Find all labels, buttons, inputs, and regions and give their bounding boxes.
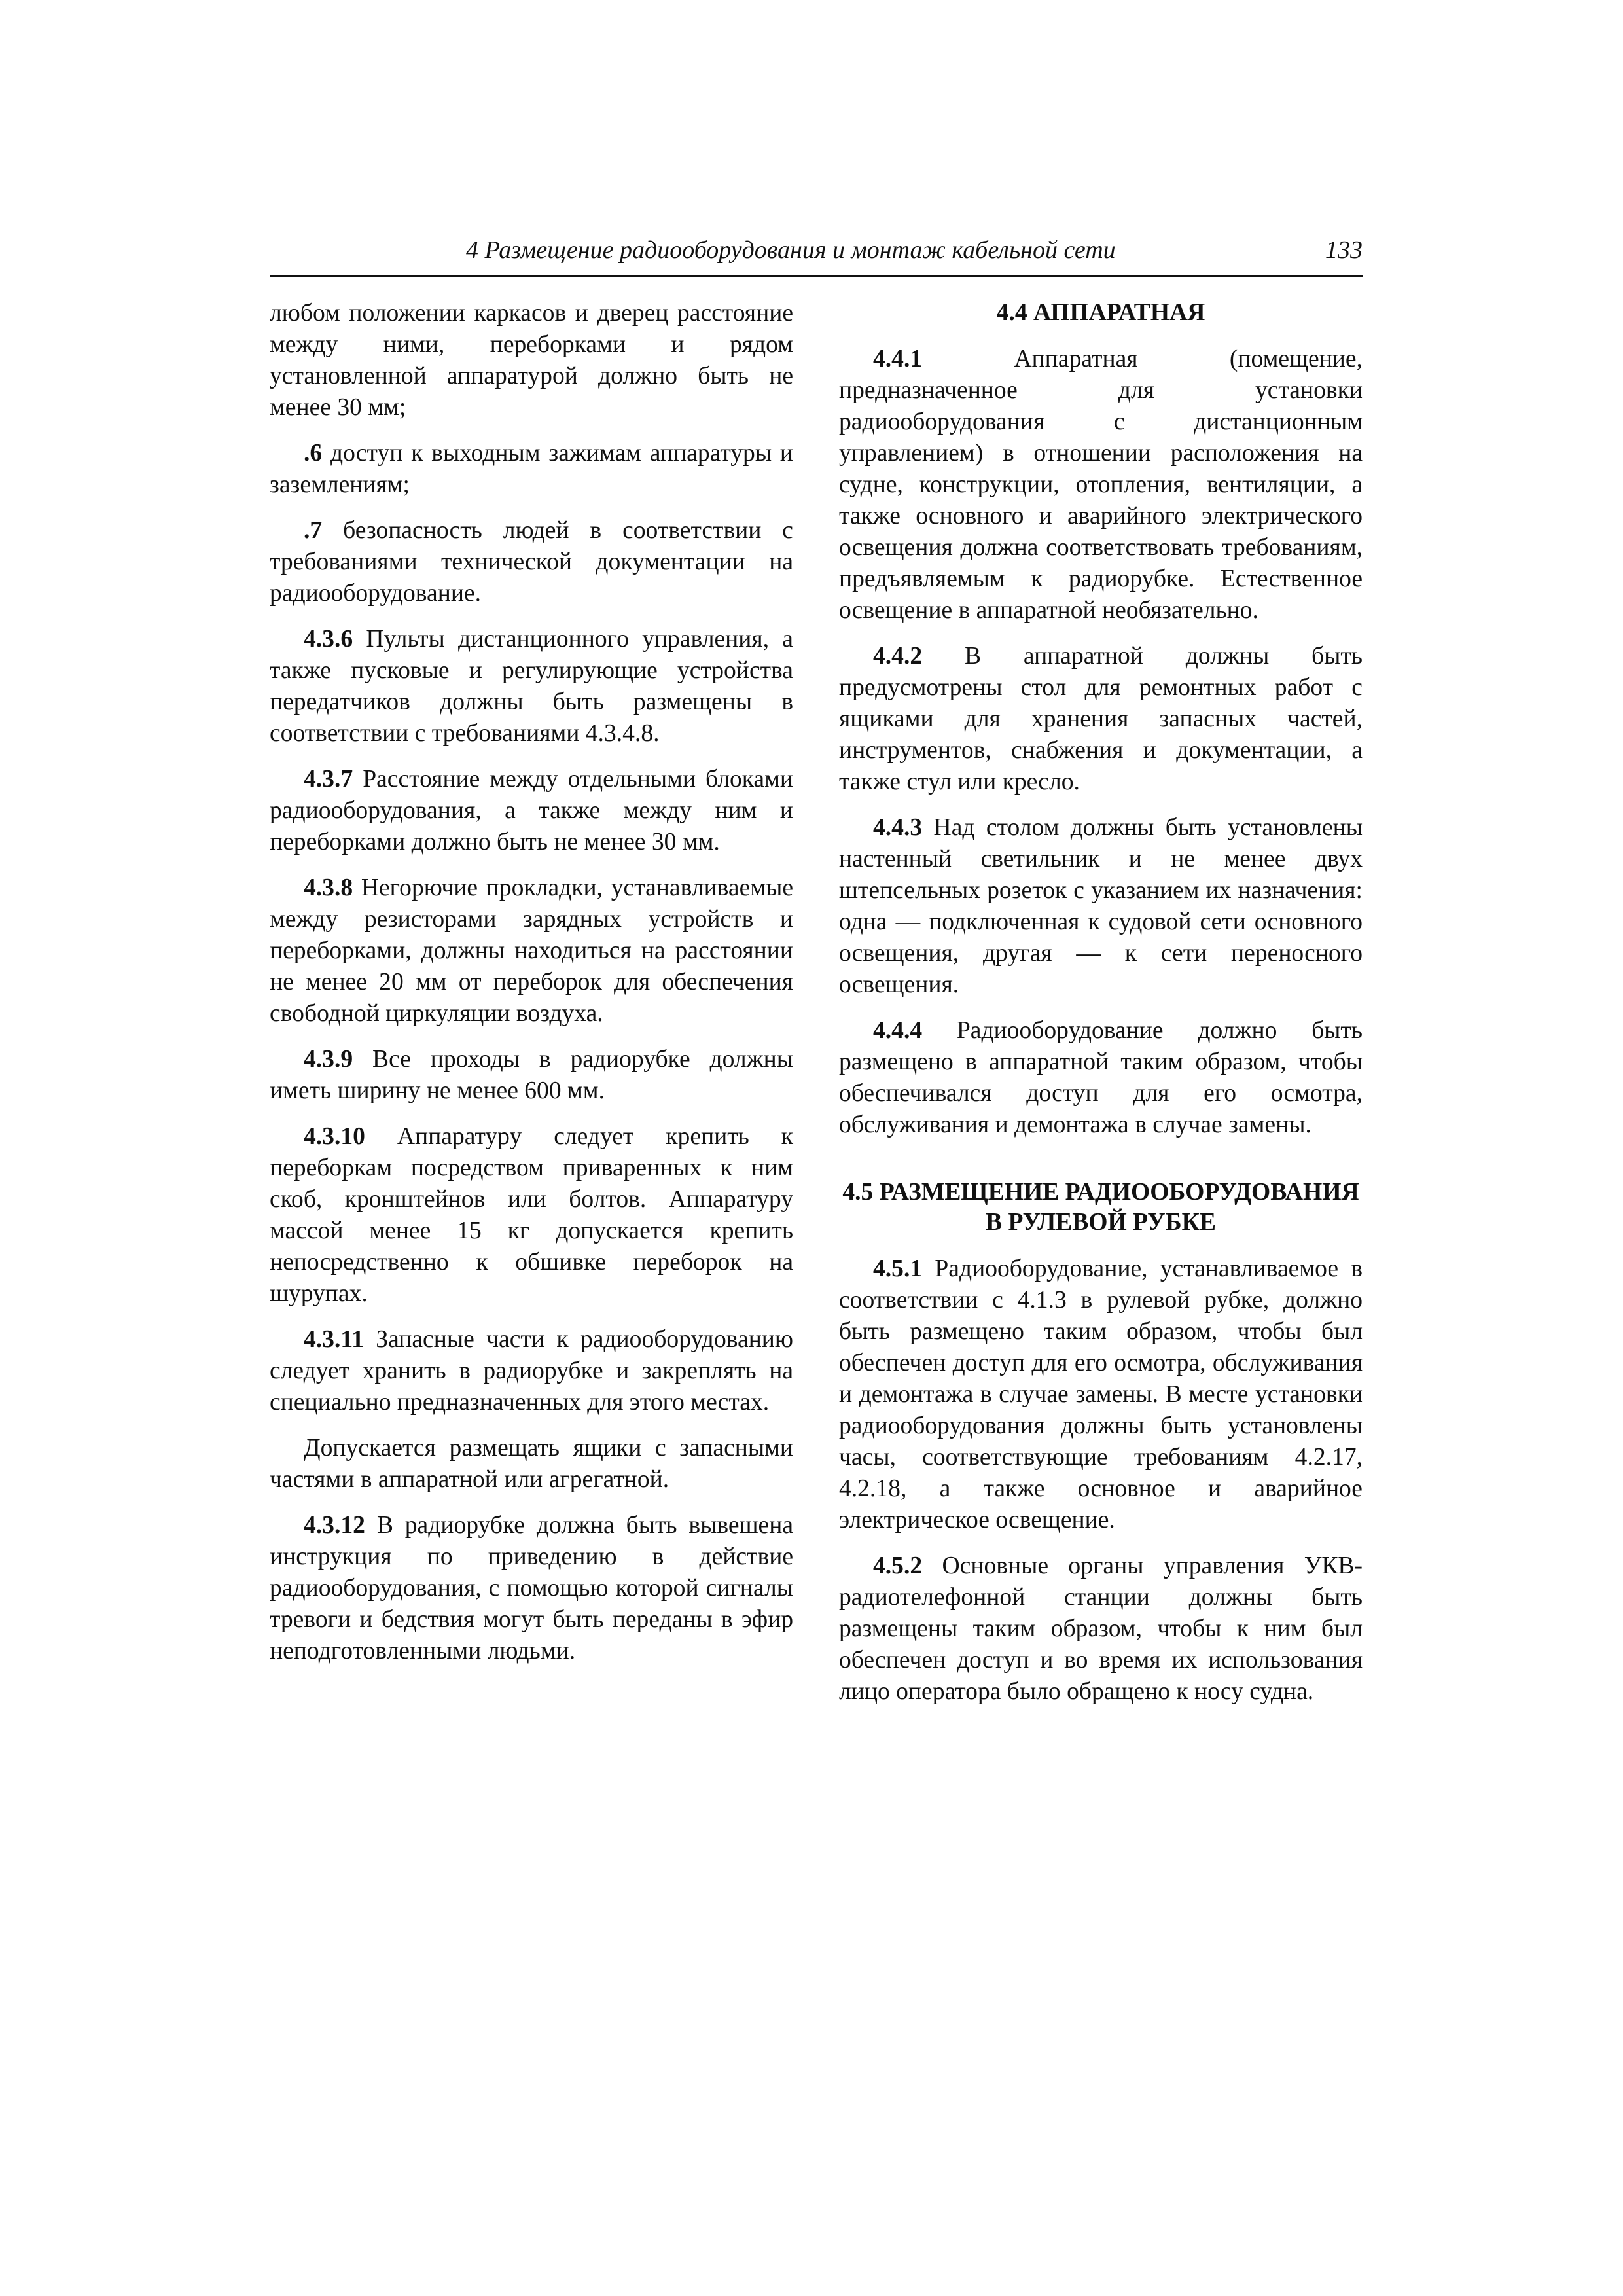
clause-text: В аппаратной должны быть предусмотрены стол для ремонтных работ с ящиками для хранения запасных частей, инструментов, снабжения и документации, а также стул или кресло. [839, 643, 1363, 795]
paragraph-4-4-1 [839, 344, 1363, 626]
clause-text: Негорючие прокладки, устанавливаемые между резисторами зарядных устройств и переборками, должны находиться на расстоянии не менее 20 мм от переборок для обеспечения свободной циркуляции воздуха. [270, 874, 793, 1027]
clause-text: Основные органы управления УКВ-радиотелефонной станции должны быть размещены таким образом, чтобы к ним был обеспечен доступ и во время их использования лицо оператора было обращено к носу судна. [839, 1552, 1363, 1705]
clause-number: 4.3.11 [304, 1326, 364, 1353]
paragraph-4-5-1 [839, 1253, 1363, 1536]
item-text: безопасность людей в соответствии с требованиями технической документации на радиооборудование. [270, 517, 793, 607]
clause-text: Радиооборудование, устанавливаемое в соответствии с 4.1.3 в рулевой рубке, должно быть размещено таким образом, чтобы был обеспечен доступ для его осмотра, обслуживания и демонтажа в случае замены. В месте установки радиооборудования должны быть установлены часы, соответствующие требованиям 4.2.17, 4.2.18, а также основное и аварийное электрическое освещение. [839, 1255, 1363, 1534]
clause-number: 4.4.4 [873, 1017, 923, 1044]
clause-text: Аппаратная (помещение, предназначенное для установки радиооборудования с дистанционным управлением) в отношении расположения на судне, конструкции, отопления, вентиляции, а также основного и аварийного электрического освещения должна соответствовать требованиям, предъявляемым к радиорубке. Естественное освещение в аппаратной необязательно. [839, 346, 1363, 624]
paragraph-4-4-2 [839, 641, 1363, 798]
clause-number: 4.3.8 [304, 874, 353, 901]
paragraph-4-3-7 [270, 764, 793, 858]
paragraph-4-3-10 [270, 1121, 793, 1310]
page-number: 133 [1325, 236, 1363, 264]
clause-number: 4.3.10 [304, 1123, 365, 1150]
clause-number: 4.4.2 [873, 643, 923, 670]
section-heading-4-5: 4.5 РАЗМЕЩЕНИЕ РАДИООБОРУДОВАНИЯ В РУЛЕВОЙ РУБКЕ [842, 1179, 1359, 1236]
right-column [839, 298, 1363, 1722]
clause-number: 4.3.7 [304, 766, 353, 793]
left-column [270, 298, 793, 1681]
paragraph-4-3-6 [270, 624, 793, 749]
item-text: доступ к выходным зажимам аппаратуры и заземлениям; [270, 440, 793, 498]
header-title: 4 Размещение радиооборудования и монтаж кабельной сети [466, 236, 1116, 264]
clause-number: 4.3.6 [304, 626, 353, 653]
clause-number: 4.3.12 [304, 1512, 365, 1539]
clause-text: Запасные части к радиооборудованию следует хранить в радиорубке и закреплять на специально предназначенных для этого местах. [270, 1326, 793, 1416]
paragraph-4-3-9 [270, 1044, 793, 1107]
clause-text: Радиооборудование должно быть размещено в аппаратной таким образом, чтобы обеспечивался доступ для его осмотра, обслуживания и демонтажа в случае замены. [839, 1017, 1363, 1138]
paragraph-4-4-4 [839, 1015, 1363, 1141]
paragraph-4-3-12 [270, 1510, 793, 1667]
clause-text: Над столом должны быть установлены настенный светильник и не менее двух штепсельных розеток с указанием их назначения: одна — подключенная к судовой сети основного освещения, другая — к сети переносного освещения. [839, 814, 1363, 998]
clause-text: Аппаратуру следует крепить к переборкам посредством приваренных к ним скоб, кронштейнов или болтов. Аппаратуру массой менее 15 кг допускается крепить непосредственно к обшивке переборок на шурупах. [270, 1123, 793, 1307]
item-number: .7 [304, 517, 323, 544]
paragraph-4-3-8 [270, 872, 793, 1030]
paragraph-4-3-11 [270, 1324, 793, 1418]
section-heading-4-4: 4.4 АППАРАТНАЯ [996, 299, 1205, 326]
clause-text: Расстояние между отдельными блоками радиооборудования, а также между ним и переборками должно быть не менее 30 мм. [270, 766, 793, 855]
clause-number: 4.4.3 [873, 814, 923, 841]
paragraph-item-6 [270, 438, 793, 501]
paragraph-4-5-2 [839, 1551, 1363, 1708]
running-header [270, 236, 1363, 277]
paragraph-4-4-3 [839, 812, 1363, 1001]
paragraph-item-7 [270, 515, 793, 609]
clause-number: 4.5.1 [873, 1255, 923, 1282]
item-number: .6 [304, 440, 323, 467]
clause-text: Все проходы в радиорубке должны иметь ширину не менее 600 мм. [270, 1046, 793, 1104]
clause-number: 4.3.9 [304, 1046, 353, 1073]
clause-text: Пульты дистанционного управления, а также пусковые и регулирующие устройства передатчиков должны быть размещены в соответствии с требованиями 4.3.4.8. [270, 626, 793, 747]
paragraph-continuation: любом положении каркасов и дверец расстояние между ними, переборками и рядом установленной аппаратурой должно быть не менее 30 мм; [270, 300, 793, 421]
clause-number: 4.4.1 [873, 346, 923, 372]
clause-text: В радиорубке должна быть вывешена инструкция по приведению в действие радиооборудования, с помощью которой сигналы тревоги и бедствия могут быть переданы в эфир неподготовленными людьми. [270, 1512, 793, 1664]
paragraph-4-3-11-note: Допускается размещать ящики с запасными частями в аппаратной или агрегатной. [270, 1435, 793, 1493]
clause-number: 4.5.2 [873, 1552, 923, 1579]
